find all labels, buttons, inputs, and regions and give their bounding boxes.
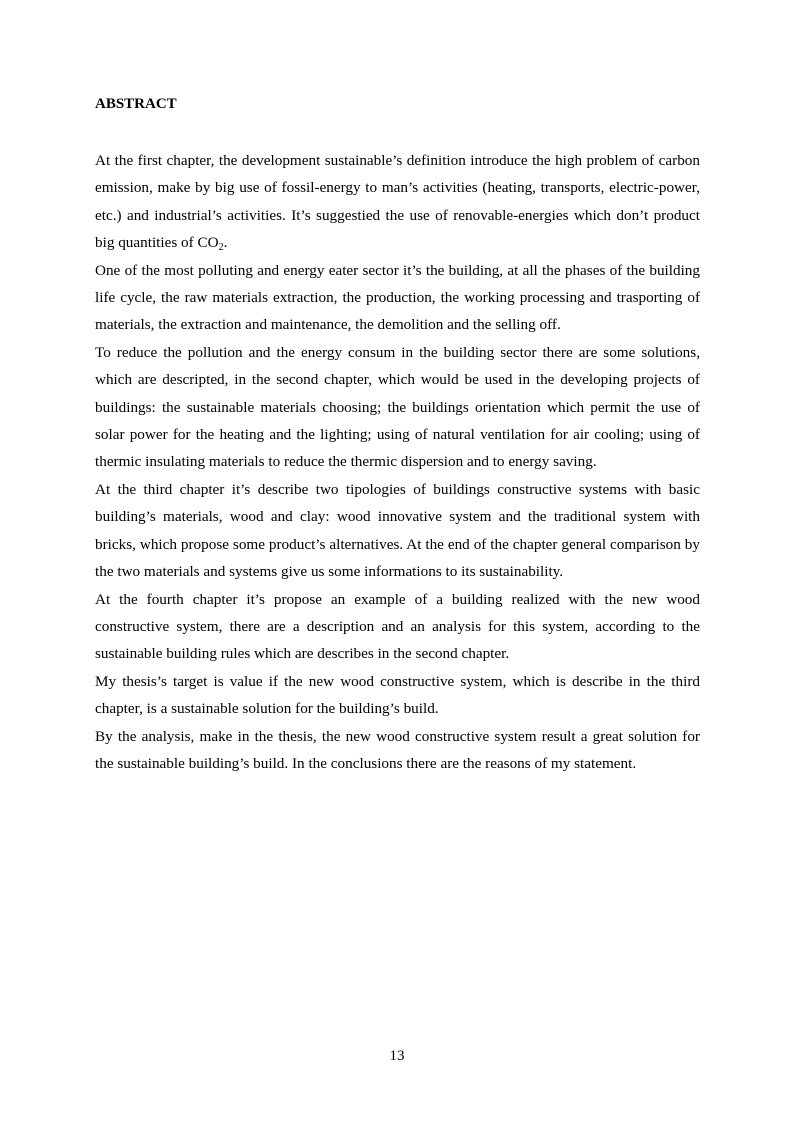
abstract-body xyxy=(95,147,700,777)
paragraph-4: At the third chapter it’s describe two tipologies of buildings constructive systems with basic building’s materials, wood and clay: wood innovative system and the traditional system with bricks, which propose some product’s alternatives. At the end of the chapter general comparison by the two materials and systems give us some informations to its sustainability. xyxy=(95,480,700,581)
paragraph-1-end: . xyxy=(223,234,228,252)
paragraph-3: To reduce the pollution and the energy consum in the building sector there are some solutions, which are descripted, in the second chapter, which would be used in the developing projects of buildings: the sustainable materials choosing; the buildings orientation which permit the use of solar power for the heating and the lighting; using of natural ventilation for air cooling; using of thermic insulating materials to reduce the thermic dispersion and to energy saving. xyxy=(95,343,700,471)
paragraph-1-text: At the first chapter, the development sustainable’s definition introduce the high problem of carbon emission, make by big use of fossil-energy to man’s activities (heating, transports, electric-power, etc.) and industrial’s activities. It’s suggestied the use of renovable-energies which don’t product big quantities of CO xyxy=(95,152,700,252)
paragraph-1 xyxy=(95,147,700,257)
paragraph-6: My thesis’s target is value if the new wood constructive system, which is describe in the third chapter, is a sustainable solution for the building’s build. xyxy=(95,672,700,718)
abstract-heading: ABSTRACT xyxy=(95,96,177,112)
paragraph-7: By the analysis, make in the thesis, the new wood constructive system result a great solution for the sustainable building’s build. In the conclusions there are the reasons of my statement. xyxy=(95,727,700,772)
paragraph-5: At the fourth chapter it’s propose an example of a building realized with the new wood constructive system, there are a description and an analysis for this system, according to the sustainable building rules which are describes in the second chapter. xyxy=(95,590,700,663)
co2-subscript: 2 xyxy=(218,242,224,254)
paragraph-2: One of the most polluting and energy eater sector it’s the building, at all the phases of the building life cycle, the raw materials extraction, the production, the working processing and trasporting of materials, the extraction and maintenance, the demolition and the selling off. xyxy=(95,261,700,334)
page-number: 13 xyxy=(389,1048,405,1064)
